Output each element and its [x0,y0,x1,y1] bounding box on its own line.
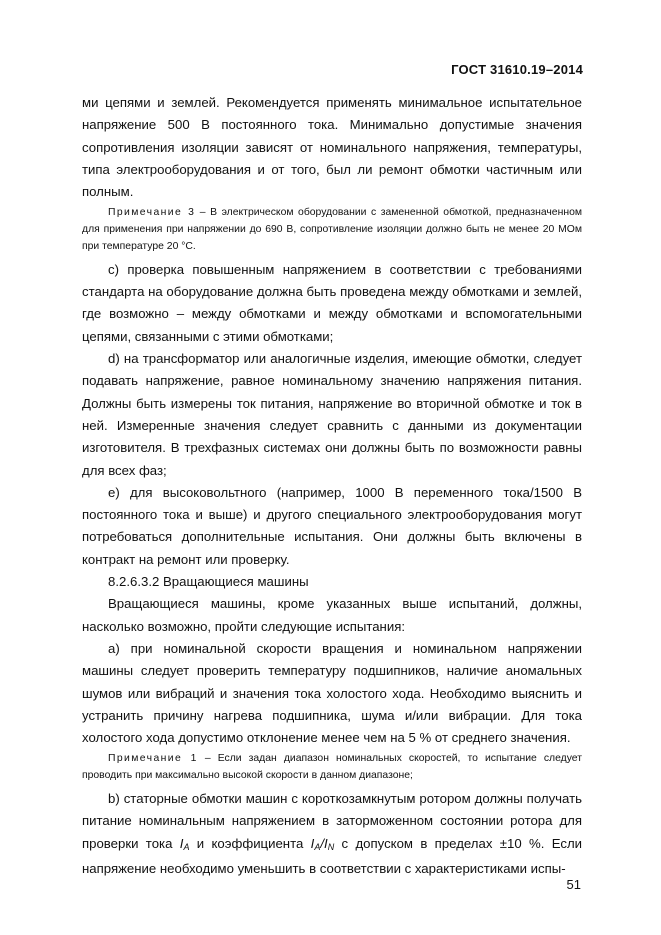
note-3-label: Примечание 3 [108,207,196,219]
section-heading: 8.2.6.3.2 Вращающиеся машины [108,574,309,590]
paragraph-continuation: ми цепями и землей. Рекомендуется применять минимальное испытательное напряжение 500 В постоянного тока. Минимально допустимые значения сопротивления изоляции зависят от номинального напряжения, температуры, типа электрооборудования и от того, был ли ремонт обмотки частичным или полным. [82,95,582,200]
current-ia: $I_A$ [179,835,190,852]
page-number: 51 [566,877,581,892]
note-1-label: Примечание 1 [108,753,198,765]
section-intro: Вращающиеся машины, кроме указанных выше испытаний, должны, насколько возможно, пройти следующие испытания: [82,596,582,634]
item-e: е) для высоковольтного (например, 1000 В переменного тока/1500 В постоянного тока и выше) и другого специального электрооборудования могут потребоваться дополнительные испытания. Они должны быть включены в контракт на ремонт или проверку. [82,484,582,567]
item-d: d) на трансформатор или аналогичные изделия, имеющие обмотки, следует подавать напряжение, равное номинальному значению напряжения питания. Должны быть измерены ток питания, напряжение во вторичной обмотке и ток в ней. Измеренные значения следует сравнить с данными из документации изготовителя. В трехфазных системах они должны быть по возможности равны для всех фаз; [82,351,582,478]
item-a: а) при номинальной скорости вращения и номинальном напряжении машины следует проверить температуру подшипников, наличие аномальных шумов или вибраций и значения тока холостого хода. Необходимо выяснить и устранить причину нагрева подшипника, шума и/или вибрации. Для тока холостого хода допустимо отклонение менее чем на 5 % от среднего значения. [82,640,582,746]
note-1 [82,751,582,785]
item-b [82,788,582,880]
item-b-part3: с допуском в пределах ±10 %. Если напряжение необходимо уменьшить в соответствии с характеристиками испы- [82,835,583,876]
item-b-part1: b) статорные обмотки машин с короткозамкнутым ротором должны получать питание номинальным напряжением в заторможенном состоянии ротора для проверки тока [82,791,582,851]
document-body [82,92,582,880]
ratio-ia-in: $I_A/I_N$ [310,835,335,852]
item-c: с) проверка повышенным напряжением в соответствии с требованиями стандарта на оборудование должна быть проведена между обмотками и землей, где возможно – между обмотками и между обмотками и вспомогательными цепями, связанными с этими обмотками; [82,261,582,344]
note-3-text: – В электрическом оборудовании с замененной обмоткой, предназначенном для применения при напряжении до 690 В, сопротивление изоляции должно быть не менее 20 МОм при температуре 20 °С. [82,207,582,253]
note-1-text: – Если задан диапазон номинальных скоростей, то испытание следует проводить при максимально высокой скорости в данном диапазоне; [82,753,583,782]
item-b-part2: и коэффициента [189,835,311,851]
document-header: ГОСТ 31610.19–2014 [451,62,583,77]
note-3 [82,205,582,255]
